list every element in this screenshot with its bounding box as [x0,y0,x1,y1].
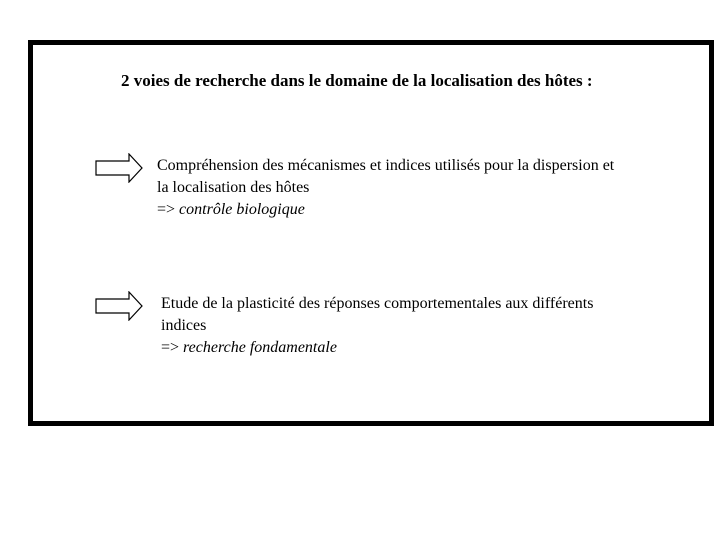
point-1-result-text: contrôle biologique [179,201,305,218]
research-point-2 [161,293,681,359]
point-1-result [157,199,697,221]
point-2-result-prefix: => [161,339,184,356]
point-1-line-2: la localisation des hôtes [157,179,310,196]
right-arrow-icon [95,291,143,321]
point-2-line-2: indices [161,317,207,334]
point-1-line-1: Compréhension des mécanismes et indices utilisés pour la dispersion et [157,157,615,174]
point-2-result-text: recherche fondamentale [183,339,337,356]
research-point-1 [157,155,697,221]
point-2-result [161,337,681,359]
point-2-line-1: Etude de la plasticité des réponses comportementales aux différents [161,295,594,312]
right-arrow-icon [95,153,143,183]
slide-heading: 2 voies de recherche dans le domaine de la localisation des hôtes : [121,71,593,90]
point-1-result-prefix: => [157,201,180,218]
slide-frame [28,40,714,426]
